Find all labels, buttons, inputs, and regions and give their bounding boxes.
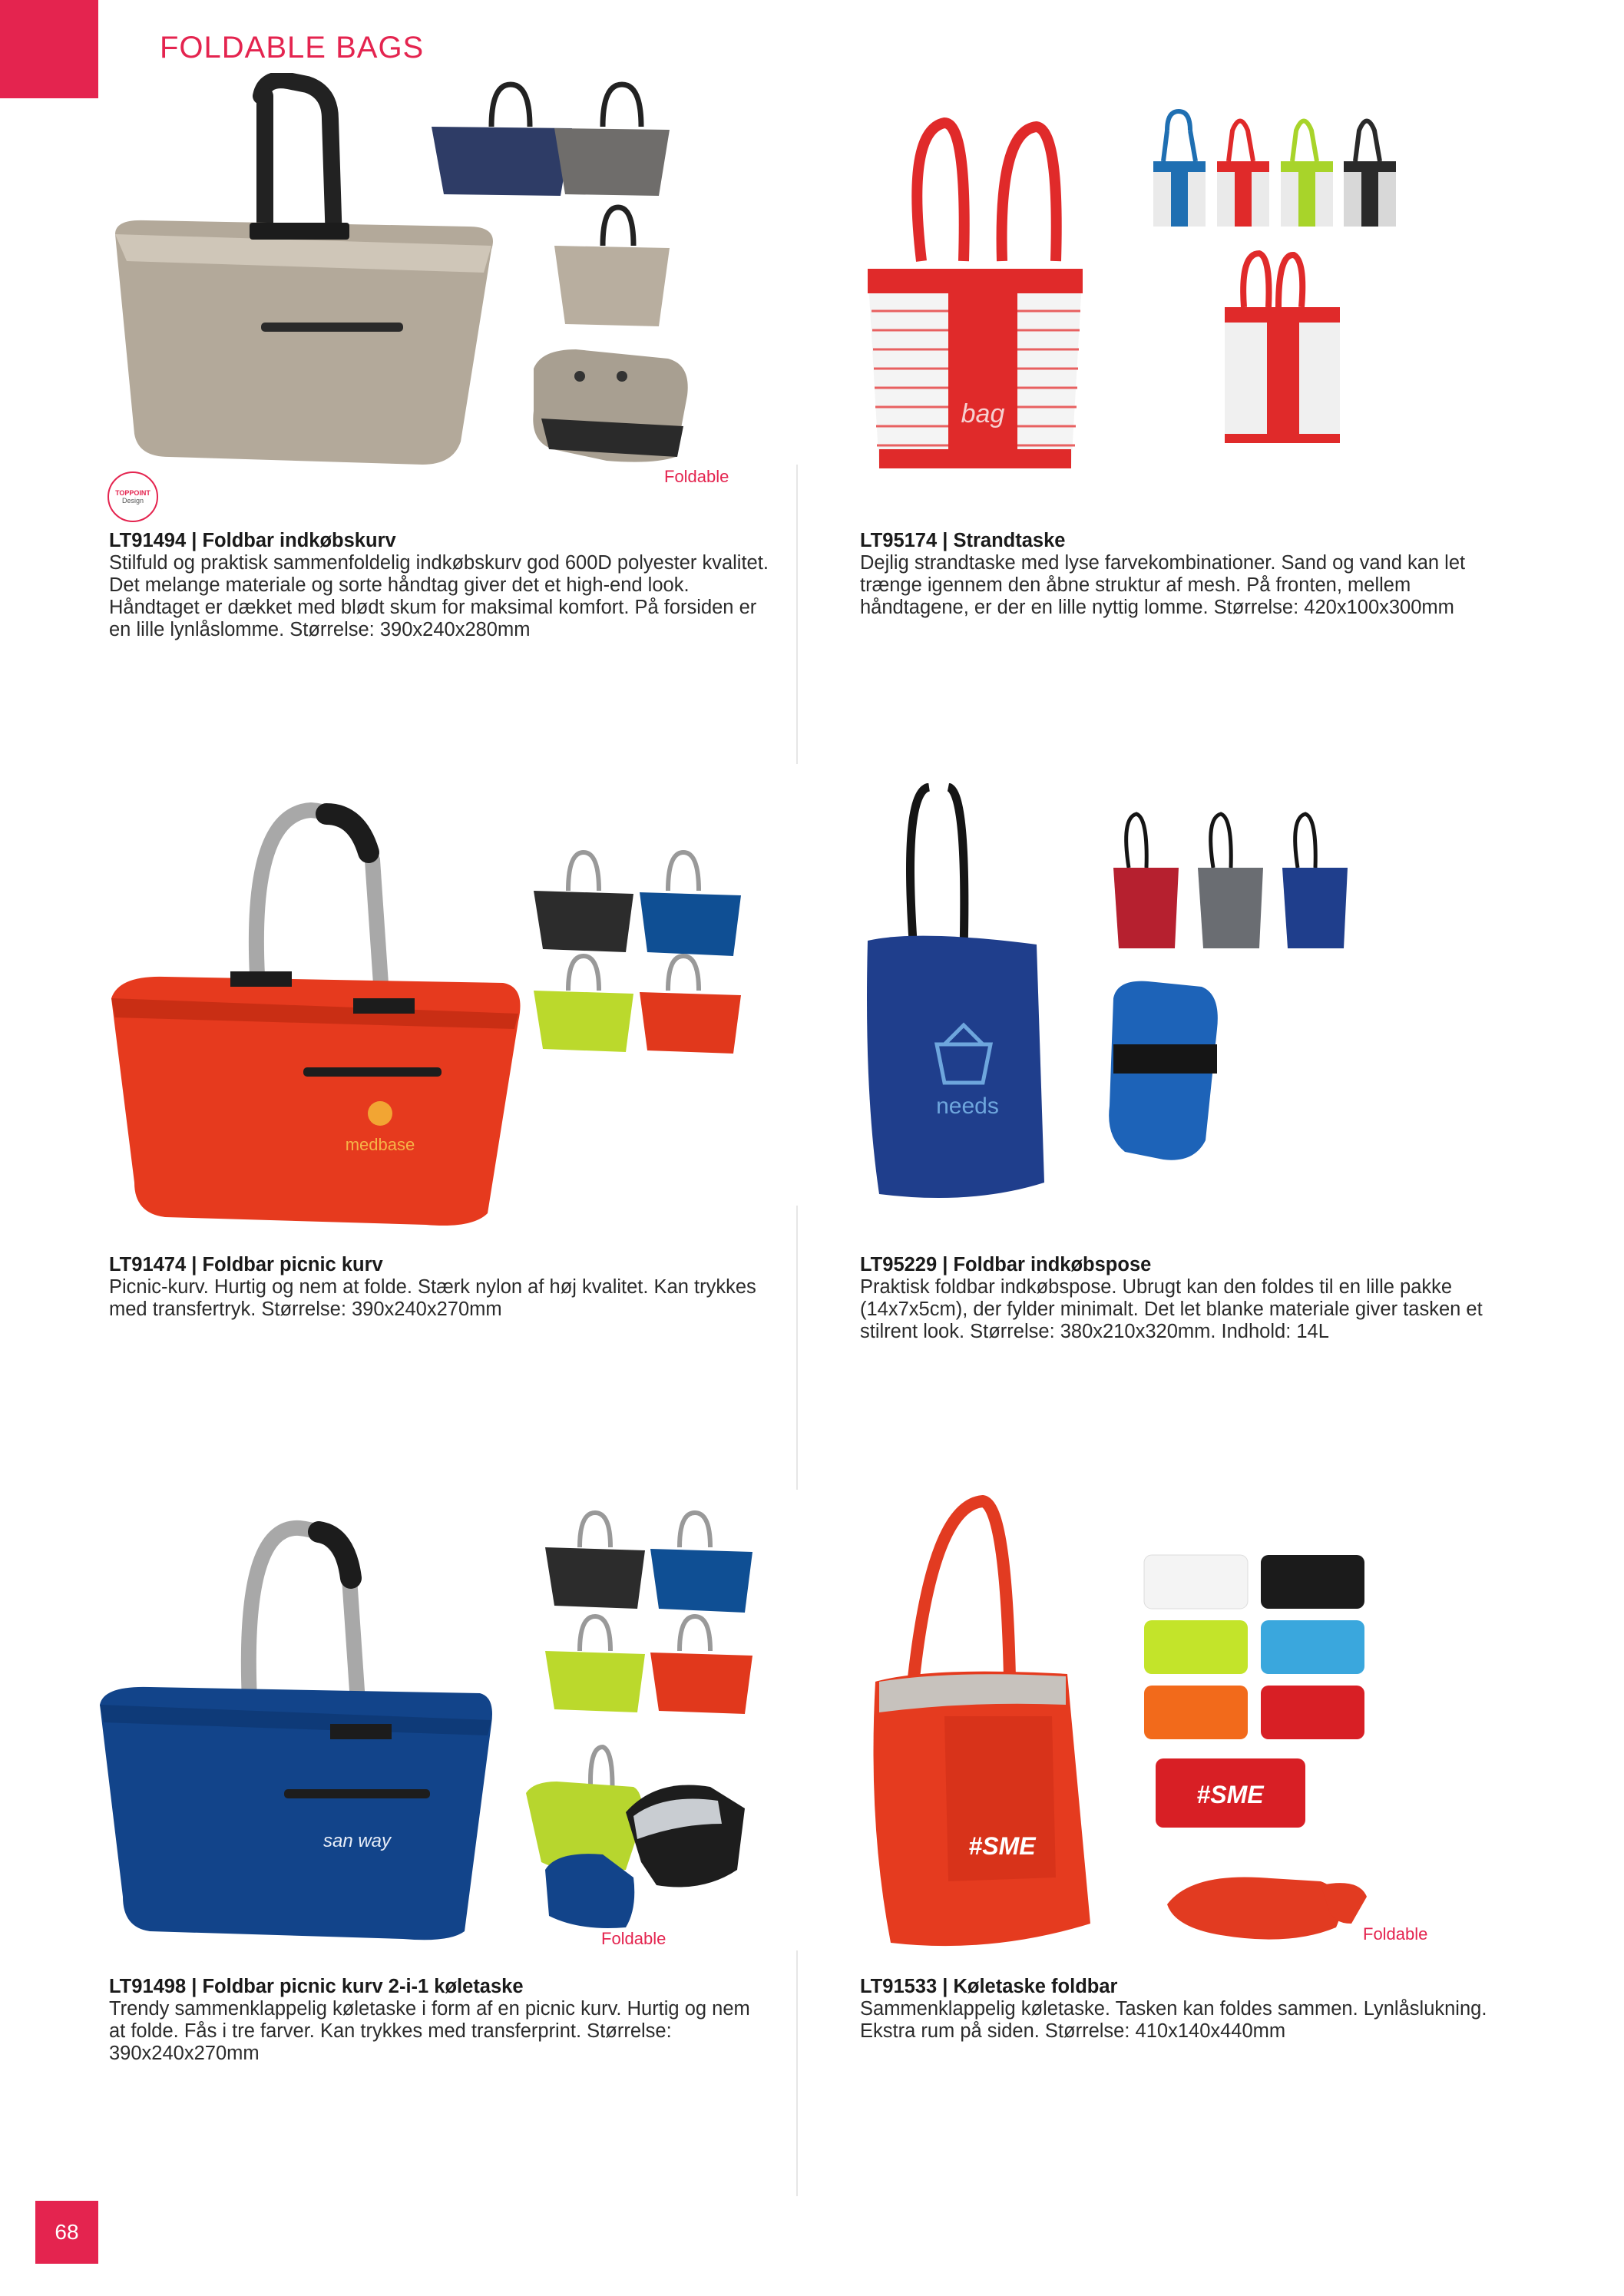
toppoint-design-badge [107,471,158,522]
product-image-lt91494 [100,73,706,472]
cooler-basket-main-blue [100,1528,492,1940]
picnic-variant-red [640,956,741,1054]
basket-variant-grey [554,84,670,196]
basket-variant-navy [432,84,572,196]
beach-bag-variant-black [1344,121,1396,227]
product-heading: LT95174 | Strandtaske [860,530,1066,551]
product-lt95174 [860,530,1520,619]
shopping-bag-variant-navy [1282,814,1348,948]
cooler-pouch-orange [1144,1686,1248,1739]
product-lt91498 [109,1976,769,2065]
product-description: Stilfuld og praktisk sammenfoldelig indkøbskurv god 600D polyester kvalitet. Det melange materiale og sorte håndtag giver det et high-end look. Håndtaget er dækket med blødt skum for maksimal komfort. På forsiden er en lille lynlåslomme. Størrelse: 390x240x280mm [109,552,769,640]
product-lt91494 [109,530,769,641]
column-divider-3 [796,1950,798,2196]
product-image-lt91498 [96,1501,756,1947]
page-title: FOLDABLE BAGS [160,31,425,65]
product-description: Dejlig strandtaske med lyse farvekombinationer. Sand og vand kan let trænge igennem den åbne struktur af mesh. På fronten, mellem håndtagene, er der en lille nyttig lomme. Størrelse: 420x100x300mm [860,552,1466,618]
foldable-label-lt91494: Foldable [664,467,729,486]
shopping-bag-main-blue [867,787,1044,1198]
product-heading: LT91474 | Foldbar picnic kurv [109,1254,383,1275]
sme-logo-text-pouch: #SME [1196,1781,1264,1808]
column-divider-1 [796,465,798,764]
product-lt95229 [860,1254,1520,1343]
picnic-variant-lime [534,956,633,1052]
cooler-tote-main-red [874,1501,1091,1946]
medbase-logo-text: medbase [345,1135,415,1154]
product-image-lt95229 [856,783,1363,1209]
product-description: Sammenklappelig køletaske. Tasken kan foldes sammen. Lynlåslukning. Ekstra rum på siden. Størrelse: 410x140x440mm [860,1998,1487,2042]
beach-bag-variant-red-large [1225,253,1340,443]
picnic-basket-main-red [111,810,521,1226]
product-heading: LT91498 | Foldbar picnic kurv 2-i-1 køletaske [109,1976,524,1997]
cooler-pouch-red [1261,1686,1364,1739]
beach-bag-variant-lime [1281,121,1333,227]
cooler-variant-blue [650,1513,752,1613]
needs-logo-text: needs [936,1093,999,1119]
cooler-tote-folded [1167,1877,1367,1939]
picnic-variant-black [534,852,633,952]
cooler-pouch-black [1261,1555,1364,1609]
product-heading: LT91494 | Foldbar indkøbskurv [109,530,396,551]
cooler-pouch-lightblue [1261,1620,1364,1674]
column-divider-2 [796,1206,798,1490]
product-description: Praktisk foldbar indkøbspose. Ubrugt kan den foldes til en lille pakke (14x7x5cm), der fylder minimalt. Det let blanke materiale giver tasken et stilrent look. Størrelse: 380x210x320mm. Indhold: 14L [860,1276,1483,1342]
shopping-bag-variant-red [1113,814,1179,948]
product-heading: LT95229 | Foldbar indkøbspose [860,1254,1152,1275]
shopping-bag-folded [1109,981,1218,1160]
product-description: Picnic-kurv. Hurtig og nem at folde. Stærk nylon af høj kvalitet. Kan trykkes med transfertryk. Størrelse: 390x240x270mm [109,1276,756,1320]
product-lt91533 [860,1976,1520,2043]
product-image-lt91533 [860,1494,1428,1954]
cooler-pouch-white [1144,1555,1248,1609]
cooler-variant-lime [545,1616,645,1712]
sanway-logo-text: san way [322,1831,392,1851]
foldable-label-lt91498: Foldable [601,1929,666,1948]
cooler-variant-black [545,1513,645,1609]
basket-variant-beige [554,207,670,326]
foldable-label-lt91533: Foldable [1363,1924,1428,1944]
cooler-variant-red [650,1616,752,1714]
badge-line-2: Design [121,497,144,505]
cooler-variant-open [526,1747,745,1928]
bag-logo-text: bag [961,399,1005,428]
product-description: Trendy sammenklappelig køletaske i form af en picnic kurv. Hurtig og nem at folde. Fås i tre farver. Kan trykkes med transferprint. Størrelse: 390x240x270mm [109,1998,750,2064]
badge-line-1: TOPPOINT [115,489,150,497]
product-lt91474 [109,1254,769,1321]
picnic-variant-blue [640,852,741,956]
beach-bag-variant-blue [1153,111,1206,227]
product-image-lt95174 [860,108,1428,476]
cooler-pouch-branded [1156,1758,1305,1828]
shopping-bag-variant-grey [1198,814,1263,948]
beach-bag-variant-red [1217,121,1269,227]
product-heading: LT91533 | Køletaske foldbar [860,1976,1118,1997]
cooler-pouch-lime [1144,1620,1248,1674]
page-number: 68 [35,2201,98,2264]
corner-accent-tab [0,0,98,98]
beach-bag-main [868,123,1083,468]
basket-folded [533,349,687,462]
sme-logo-text-tote: #SME [968,1832,1036,1860]
product-image-lt91474 [104,799,741,1229]
